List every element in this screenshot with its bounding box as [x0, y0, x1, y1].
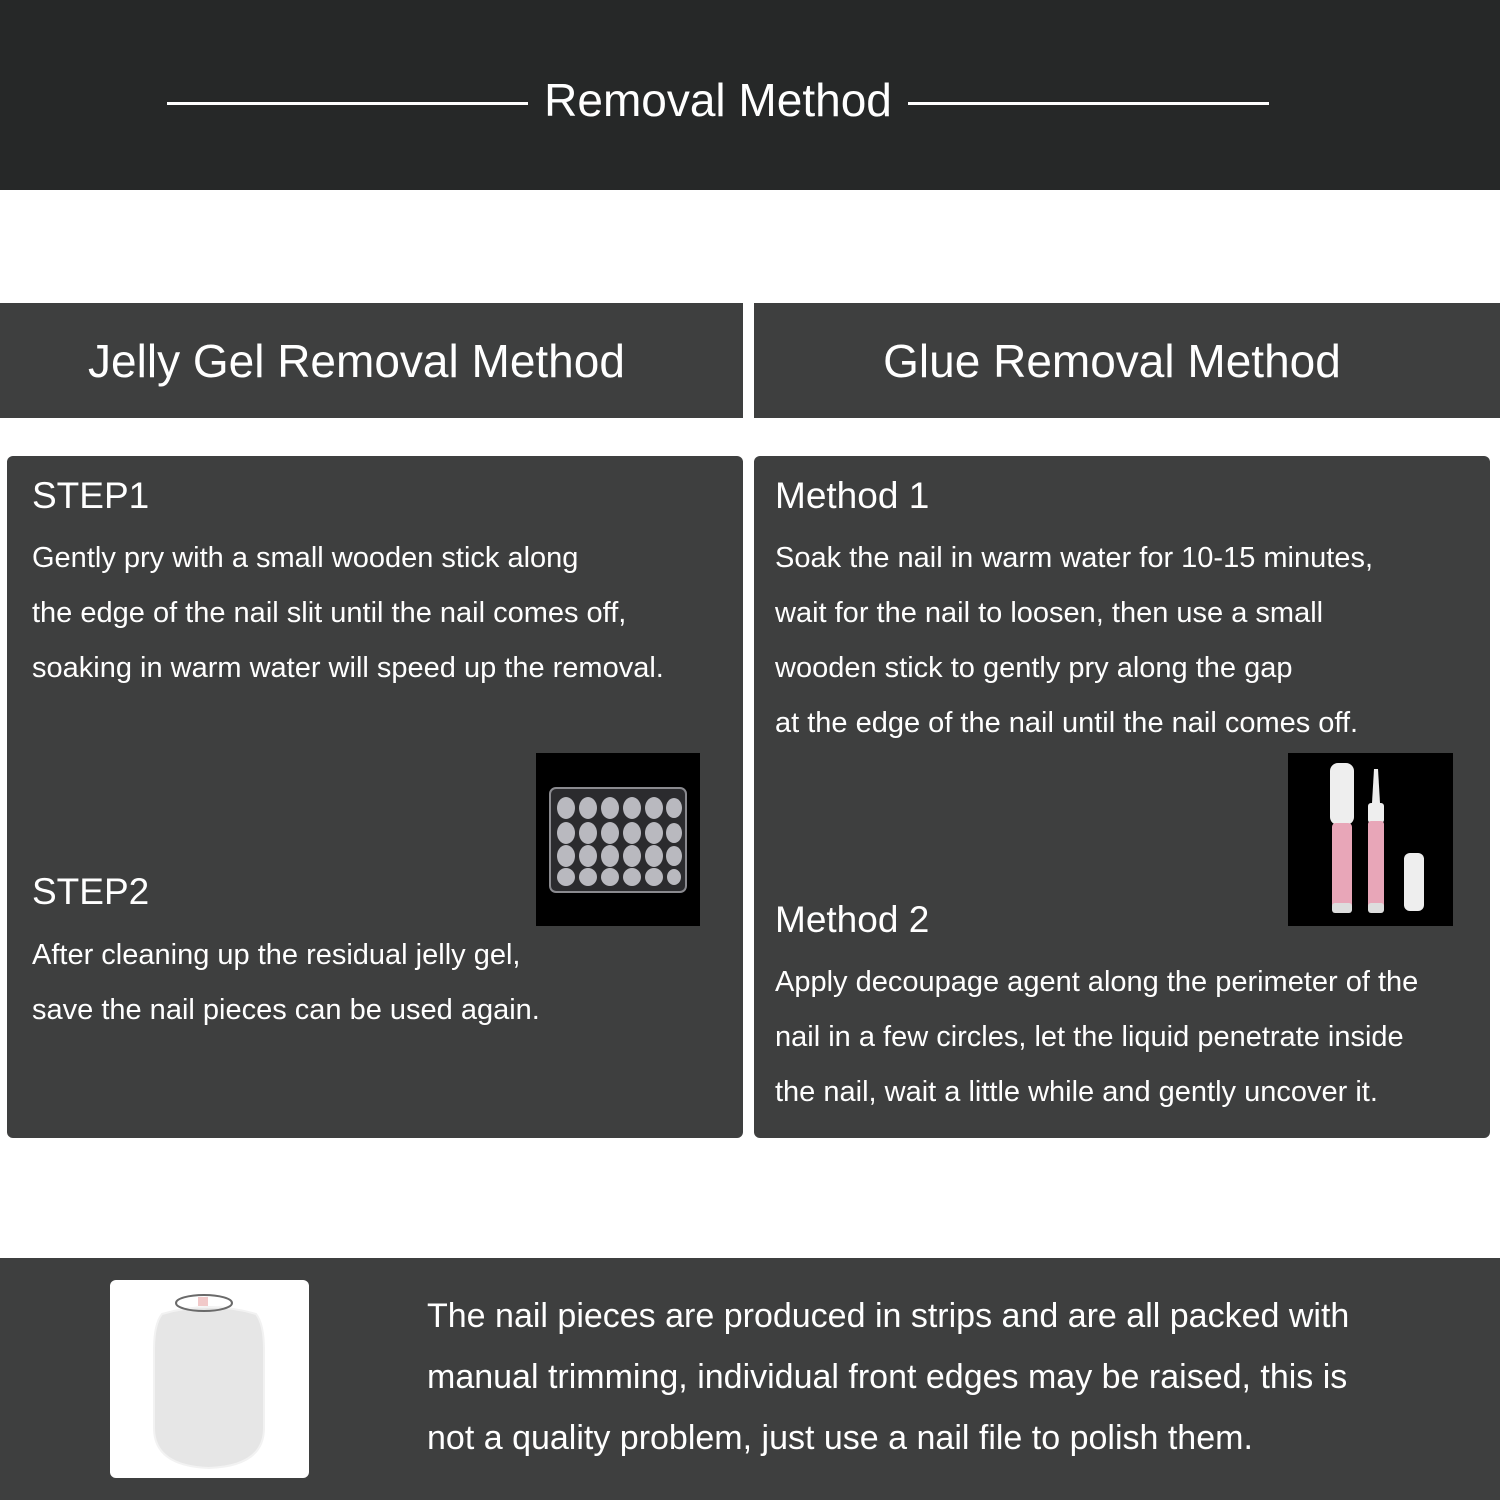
- glue-removal-panel: [754, 456, 1490, 1138]
- step2-line: After cleaning up the residual jelly gel,: [32, 939, 521, 971]
- method2-line: Apply decoupage agent along the perimeter of the: [775, 966, 1419, 998]
- method2-line: nail in a few circles, let the liquid penetrate inside: [775, 1021, 1404, 1053]
- quality-note-text: [427, 1286, 1467, 1469]
- press-on-nail-icon: [110, 1280, 309, 1478]
- method1-title: Method 1: [775, 475, 930, 516]
- method2-text: [775, 955, 1418, 1120]
- method2-title: Method 2: [775, 899, 930, 940]
- title-divider-right: [908, 102, 1269, 105]
- step1-title: STEP1: [32, 475, 150, 516]
- jelly-gel-header: Jelly Gel Removal Method: [0, 303, 743, 418]
- jelly-gel-sheet-icon: [536, 753, 700, 926]
- step2-title: STEP2: [32, 871, 150, 912]
- note-line: The nail pieces are produced in strips and are all packed with: [427, 1297, 1350, 1335]
- step2-line: save the nail pieces can be used again.: [32, 994, 540, 1026]
- nail-glue-tube-icon: [1288, 753, 1453, 926]
- jelly-gel-panel: [7, 456, 743, 1138]
- method1-text: [775, 531, 1373, 751]
- method1-line: wooden stick to gently pry along the gap: [775, 652, 1293, 684]
- note-line: manual trimming, individual front edges may be raised, this is: [427, 1358, 1348, 1396]
- title-divider-left: [167, 102, 528, 105]
- glue-removal-header: Glue Removal Method: [754, 303, 1500, 418]
- step2-text: [32, 928, 540, 1038]
- step1-text: [32, 531, 664, 696]
- method1-line: at the edge of the nail until the nail comes off.: [775, 707, 1359, 739]
- method2-line: the nail, wait a little while and gently uncover it.: [775, 1076, 1378, 1108]
- method1-line: wait for the nail to loosen, then use a small: [775, 597, 1324, 629]
- quality-note-banner: [0, 1258, 1500, 1500]
- note-line: not a quality problem, just use a nail file to polish them.: [427, 1419, 1253, 1457]
- step1-line: Gently pry with a small wooden stick along: [32, 542, 579, 574]
- top-banner: [0, 0, 1500, 190]
- page-title: Removal Method: [544, 74, 892, 126]
- step1-line: soaking in warm water will speed up the removal.: [32, 652, 664, 684]
- method1-line: Soak the nail in warm water for 10-15 minutes,: [775, 542, 1373, 574]
- step1-line: the edge of the nail slit until the nail comes off,: [32, 597, 627, 629]
